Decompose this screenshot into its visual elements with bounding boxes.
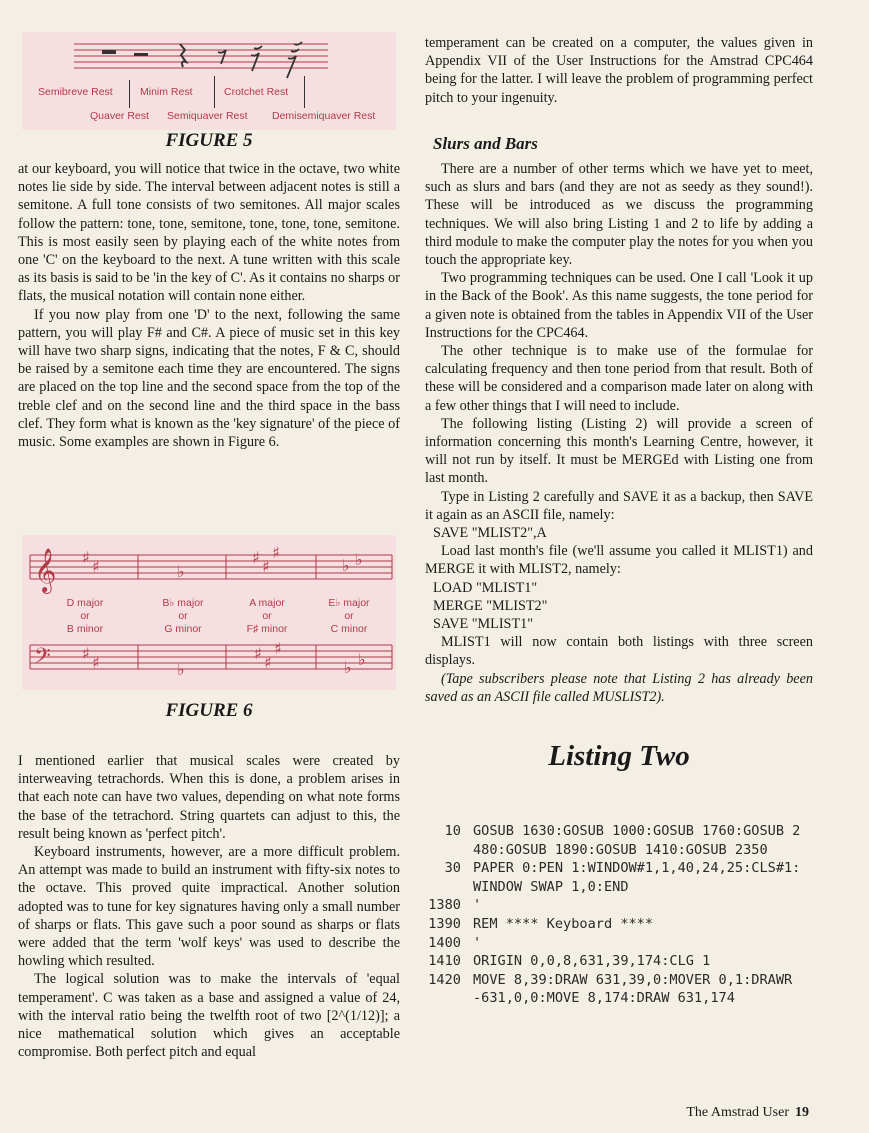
key-minor: G minor xyxy=(164,623,202,635)
tape-note: (Tape subscribers please note that Listing 2 has already been saved as an ASCII file called MUSLIST2). xyxy=(425,670,813,705)
rest-label-crotchet: Crotchet Rest xyxy=(224,86,289,98)
line-number: 1420 xyxy=(428,971,461,988)
line-text: ' xyxy=(473,897,482,914)
sharp-icon: ♯ xyxy=(274,639,282,658)
treble-staff xyxy=(22,535,396,595)
line-number: 1380 xyxy=(428,897,461,914)
key-minor: C minor xyxy=(330,623,368,635)
command-line: SAVE "MLIST1" xyxy=(433,616,534,633)
rest-label-quaver: Quaver Rest xyxy=(90,110,149,122)
line-text: GOSUB 1630:GOSUB 1000:GOSUB 1760:GOSUB 2480:GOSUB 1890:GOSUB 1410:GOSUB 2350 xyxy=(473,823,801,858)
key-major: D major xyxy=(66,597,104,609)
rest-label-semibreve: Semibreve Rest xyxy=(38,86,113,98)
line-text: REM **** Keyboard **** xyxy=(473,915,654,932)
paragraph: Keyboard instruments, however, are a more difficult problem. An attempt was made to build an instrument with fifty-six notes to the octave. This proved quite impractical. Another solution adopted was to tune for key signatures having only a small number of sharps or flats. This gave such a poor sound as sharps or flats were added that the term 'wolf keys' was used to describe the howling which resulted. xyxy=(18,844,400,970)
rest-label-semiquaver: Semiquaver Rest xyxy=(167,110,248,122)
code-line xyxy=(419,971,819,1008)
right-text-main xyxy=(425,160,813,706)
rest-separator xyxy=(129,80,130,108)
flat-icon: ♭ xyxy=(344,658,352,677)
rest-separator xyxy=(304,76,305,108)
line-number: 10 xyxy=(444,823,461,839)
flat-icon: ♭ xyxy=(358,650,366,669)
line-text: PAPER 0:PEN 1:WINDOW#1,1,40,24,25:CLS#1:WINDOW SWAP 1,0:END xyxy=(473,860,801,895)
sharp-icon: ♯ xyxy=(262,557,270,576)
command-line: SAVE "MLIST2",A xyxy=(433,525,547,542)
paragraph: The following listing (Listing 2) will provide a screen of information concerning this month's Learning Centre, however, it will not run by itself. It must be MERGEd with Listing one from last month. xyxy=(425,415,813,487)
minim-rest-icon xyxy=(134,53,148,56)
sharp-icon: ♯ xyxy=(264,653,272,672)
paragraph: temperament can be created on a computer, the values given in Appendix VII of the User Instructions for the Amstrad CPC464 being for the latter. I will leave the problem of programming perfect pitch to your ingenuity. xyxy=(425,35,813,106)
key-or: or xyxy=(262,610,272,622)
key-label-4 xyxy=(304,597,394,636)
key-minor: F♯ minor xyxy=(246,623,288,635)
listing-title: Listing Two xyxy=(548,740,690,772)
key-major: A major xyxy=(249,597,285,609)
left-text-block-1 xyxy=(18,160,400,451)
section-heading: Slurs and Bars xyxy=(433,134,538,153)
key-label-3 xyxy=(222,597,312,636)
right-text-top xyxy=(425,34,813,107)
flat-icon: ♭ xyxy=(177,562,185,581)
bass-clef-icon: 𝄢 xyxy=(34,644,51,674)
command-line: MERGE "MLIST2" xyxy=(433,597,548,614)
paragraph: Two programming techniques can be used. One I call 'Look it up in the Back of the Book'. As this name suggests, the tone period for a given note is obtained from the tables in Appendix VII of the User Instructions for the CPC464. xyxy=(425,270,813,341)
flat-icon: ♭ xyxy=(177,660,185,679)
key-or: or xyxy=(178,610,188,622)
command-line: LOAD "MLIST1" xyxy=(433,579,538,596)
flat-icon: ♭ xyxy=(342,556,350,575)
publication-name: The Amstrad User xyxy=(686,1105,789,1120)
paragraph: The logical solution was to make the intervals of 'equal temperament'. C was taken as a base and assigned a value of 24, with the interval ratio being the twelfth root of two [2^(1/12)]; a nice mathematical solution which gives an acceptable compromise. Both perfect pitch and equal xyxy=(18,971,400,1061)
rest-separator xyxy=(214,76,215,108)
key-label-1 xyxy=(40,597,130,636)
rest-label-demisemiquaver: Demisemiquaver Rest xyxy=(272,110,376,122)
paragraph: MLIST1 will now contain both listings with three screen displays. xyxy=(425,634,813,669)
key-or: or xyxy=(80,610,90,622)
sharp-icon: ♯ xyxy=(272,543,280,562)
line-text: ' xyxy=(473,934,482,951)
line-number: 1410 xyxy=(428,953,461,970)
key-label-2 xyxy=(138,597,228,636)
flat-icon: ♭ xyxy=(355,550,363,569)
code-line xyxy=(419,915,819,934)
figure5-panel xyxy=(22,32,396,130)
paragraph: Load last month's file (we'll assume you called it MLIST1) and MERGE it with MLIST2, namely: xyxy=(425,543,813,578)
line-number: 1400 xyxy=(428,934,461,951)
paragraph: at our keyboard, you will notice that twice in the octave, two white notes lie side by side. The interval between adjacent notes is still a semitone. A full tone consists of two semitones. All major scales follow the pattern: tone, tone, semitone, tone, tone, tone, semitone. This is most easily seen by playing each of the white notes from one 'C' on the keyboard to the next. A tune written with this scale as its basis is said to be 'in the key of C'. As it contains no sharps or flats, the musical notation will contain none either. xyxy=(18,161,400,305)
paragraph: There are a number of other terms which we have yet to meet, such as slurs and bars (and they are not as seedy as they sound!). These will be introduced as we discuss the programming techniques. We will also bring Listing 1 and 2 to life by adding a third module to make the computer play the notes for you when you touch the appropriate key. xyxy=(425,161,813,269)
rest-staff xyxy=(22,32,396,82)
code-line xyxy=(419,822,819,859)
figure6-title: FIGURE 6 xyxy=(165,700,253,721)
semibreve-rest-icon xyxy=(102,50,116,54)
line-text: ORIGIN 0,0,8,631,39,174:CLG 1 xyxy=(473,953,711,970)
treble-clef-icon: 𝄞 xyxy=(34,548,57,592)
line-number: 30 xyxy=(444,860,461,877)
paragraph: The other technique is to make use of the formulae for calculating frequency and then tone period from that result. Both of these will be considered and a comparison made later on along with a few other things that I will need to include. xyxy=(425,343,813,414)
figure6-panel xyxy=(22,535,396,690)
paragraph: I mentioned earlier that musical scales were created by interweaving tetrachords. When this is done, a problem arises in that each note can have two values, depending on what note forms the base of the tetrachord. String quartets can adjust to this, the result being known as 'perfect pitch'. xyxy=(18,753,400,842)
left-text-block-2 xyxy=(18,752,400,1061)
sharp-icon: ♯ xyxy=(92,653,100,672)
page-footer xyxy=(686,1105,809,1121)
sharp-icon: ♯ xyxy=(82,548,90,567)
rest-label-minim: Minim Rest xyxy=(140,86,193,98)
sharp-icon: ♯ xyxy=(82,644,90,663)
key-major: E♭ major xyxy=(328,597,370,609)
key-or: or xyxy=(344,610,354,622)
sharp-icon: ♯ xyxy=(254,644,262,663)
demisemiquaver-rest-icon xyxy=(287,42,302,78)
bass-staff xyxy=(22,635,396,690)
code-line xyxy=(419,934,819,953)
code-line xyxy=(419,952,819,971)
sharp-icon: ♯ xyxy=(92,557,100,576)
sharp-icon: ♯ xyxy=(252,548,260,567)
line-number: 1390 xyxy=(428,915,461,932)
paragraph: If you now play from one 'D' to the next, following the same pattern, you will play F# and C#. A piece of music set in this key will have two sharp signs, indicating that the notes, F & C, should be raised by a semitone each time they are encountered. The signs are placed on the top line and the second space from the top of the treble clef and on the second line and the third space in the bass clef. They form what is known as the 'key signature' of the piece of music. Some examples are shown in Figure 6. xyxy=(18,306,400,451)
key-major: B♭ major xyxy=(162,597,204,609)
paragraph: Type in Listing 2 carefully and SAVE it as a backup, then SAVE it again as an ASCII file, namely: xyxy=(425,488,813,523)
line-text: MOVE 8,39:DRAW 631,39,0:MOVER 0,1:DRAWR -631,0,0:MOVE 8,174:DRAW 631,174 xyxy=(473,971,801,1007)
code-line xyxy=(419,859,819,896)
key-minor: B minor xyxy=(66,623,104,635)
figure5-title: FIGURE 5 xyxy=(165,130,253,151)
page-number: 19 xyxy=(795,1105,809,1120)
code-line xyxy=(419,896,819,915)
code-listing xyxy=(419,822,819,1008)
